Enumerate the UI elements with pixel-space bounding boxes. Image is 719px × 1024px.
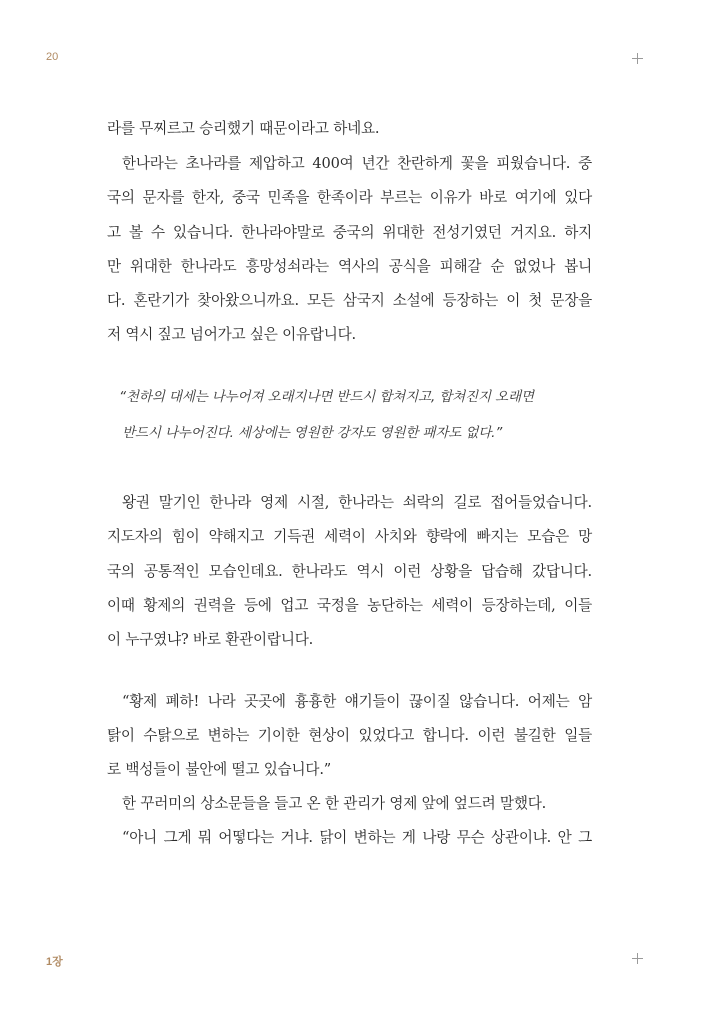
text-line: 이때 황제의 권력을 등에 업고 국정을 농단하는 세력이 등장하는데, 이들 bbox=[107, 597, 592, 614]
text-line: 국의 문자를 한자, 중국 민족을 한족이라 부르는 이유가 바로 여기에 있다 bbox=[107, 189, 592, 206]
text-line: 탉이 수탉으로 변하는 기이한 현상이 있었다고 합니다. 이런 불길한 일들 bbox=[107, 727, 592, 744]
quote-line: 반드시 나누어진다. 세상에는 영원한 강자도 영원한 패자도 없다.” bbox=[122, 425, 503, 441]
text-line: 다. 혼란기가 찾아왔으니까요. 모든 삼국지 소설에 등장하는 이 첫 문장을 bbox=[107, 292, 592, 309]
chapter-label: 1장 bbox=[46, 956, 63, 968]
page-number: 20 bbox=[46, 51, 59, 63]
text-line: “아니 그게 뭐 어떻다는 거냐. 닭이 변하는 게 나랑 무슨 상관이냐. 안 그 bbox=[122, 829, 592, 846]
crop-mark-bottom bbox=[632, 953, 643, 964]
text-line: 국의 공통적인 모습인데요. 한나라도 역시 이런 상황을 답습해 갔답니다. bbox=[107, 563, 592, 580]
crop-mark-top bbox=[632, 53, 643, 64]
text-line: 한 꾸러미의 상소문들을 들고 온 한 관리가 영제 앞에 엎드려 말했다. bbox=[122, 795, 547, 812]
text-line: “황제 폐하! 나라 곳곳에 흉흉한 얘기들이 끊이질 않습니다. 어제는 암 bbox=[122, 693, 592, 710]
text-line: 이 누구였냐? 바로 환관이랍니다. bbox=[107, 631, 314, 648]
text-line: 고 볼 수 있습니다. 한나라야말로 중국의 위대한 전성기였던 거지요. 하지 bbox=[107, 224, 592, 241]
text-line: 로 백성들이 불안에 떨고 있습니다.” bbox=[107, 761, 332, 778]
quote-line: “천하의 대세는 나누어져 오래지나면 반드시 합쳐지고, 합쳐진지 오래면 bbox=[119, 389, 534, 405]
text-line: 만 위대한 한나라도 흥망성쇠라는 역사의 공식을 피해갈 순 없었나 봅니 bbox=[107, 258, 592, 275]
text-line: 라를 무찌르고 승리했기 때문이라고 하네요. bbox=[107, 120, 380, 137]
text-line: 저 역시 짚고 넘어가고 싶은 이유랍니다. bbox=[107, 326, 356, 343]
text-line: 왕권 말기인 한나라 영제 시절, 한나라는 쇠락의 길로 접어들었습니다. bbox=[122, 494, 592, 511]
text-line: 지도자의 힘이 약해지고 기득권 세력이 사치와 향락에 빠지는 모습은 망 bbox=[107, 528, 592, 545]
text-line: 한나라는 초나라를 제압하고 400여 년간 찬란하게 꽃을 피웠습니다. 중 bbox=[122, 155, 592, 172]
